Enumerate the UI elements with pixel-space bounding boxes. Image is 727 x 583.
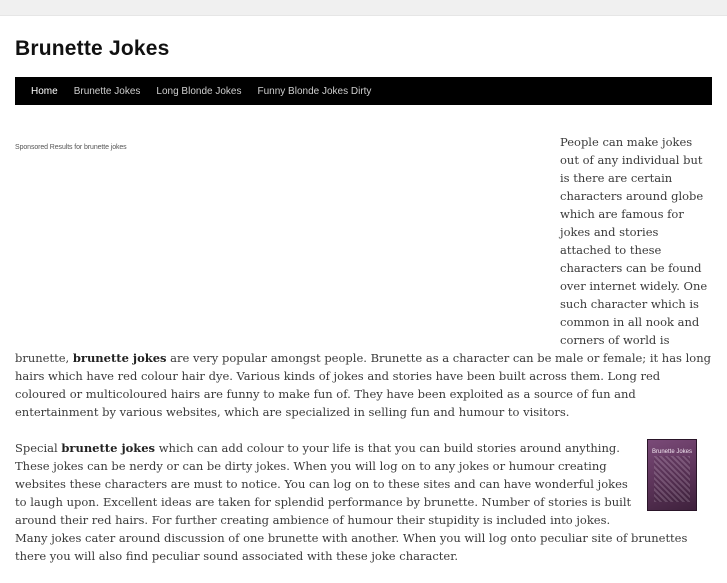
sponsored-results-label[interactable]: Sponsored Results for brunette jokes [15,144,127,151]
keyword-bold: brunette jokes [61,441,156,455]
book-cover-image[interactable] [647,439,697,511]
nav-item-brunette-jokes[interactable]: Brunette Jokes [73,85,141,97]
paragraph-text: are very popular amongst people. Brunette as a character can be male or female; it has long hairs which have red colour hair dye. Various kinds of jokes and stories have been built across them. Long red coloured or multicoloured hairs are funny to make fun of. They have been exploited as a source of fun and entertainment by various websites, which are specialized in selling fun and humour to visitors. [15,351,711,419]
nav-item-funny-blonde-jokes-dirty[interactable]: Funny Blonde Jokes Dirty [257,85,372,97]
paragraph-text: which can add colour to your life is that you can build stories around anything. These jokes can be nerdy or can be dirty jokes. When you will log on to any jokes or humour creating websites these characters are must to notice. You can log on to these sites and can have wonderful jokes to laugh upon. Excellent ideas are taken for splendid performance by brunette. Number of stories is built around their red hairs. For further creating ambience of humour their stupidity is included into jokes. Many jokes cater around discussion of one brunette with another. When you will log onto peculiar site of brunettes there you will also find peculiar sound associated with these joke character. [15,441,688,563]
book-cover-art [654,456,690,502]
paragraph-text: Special [15,441,62,455]
book-cover-title: Brunette Jokes [651,449,693,455]
nav-item-home[interactable]: Home [31,85,58,97]
paragraph-text: People can make jokes out of any individual but is there are certain characters around globe which are famous for jokes and stories attached to these characters can be found over internet widely. One such character which is common in all nook and corners of world is brunette, [15,135,708,365]
sponsored-ad-block[interactable] [15,133,560,333]
nav-item-long-blonde-jokes[interactable]: Long Blonde Jokes [156,85,242,97]
main-nav [15,77,712,105]
keyword-bold: brunette jokes [72,351,167,365]
main-content [15,133,712,583]
article-paragraph-2 [15,439,712,565]
site-title[interactable]: Brunette Jokes [15,37,170,60]
top-bar [0,0,727,16]
